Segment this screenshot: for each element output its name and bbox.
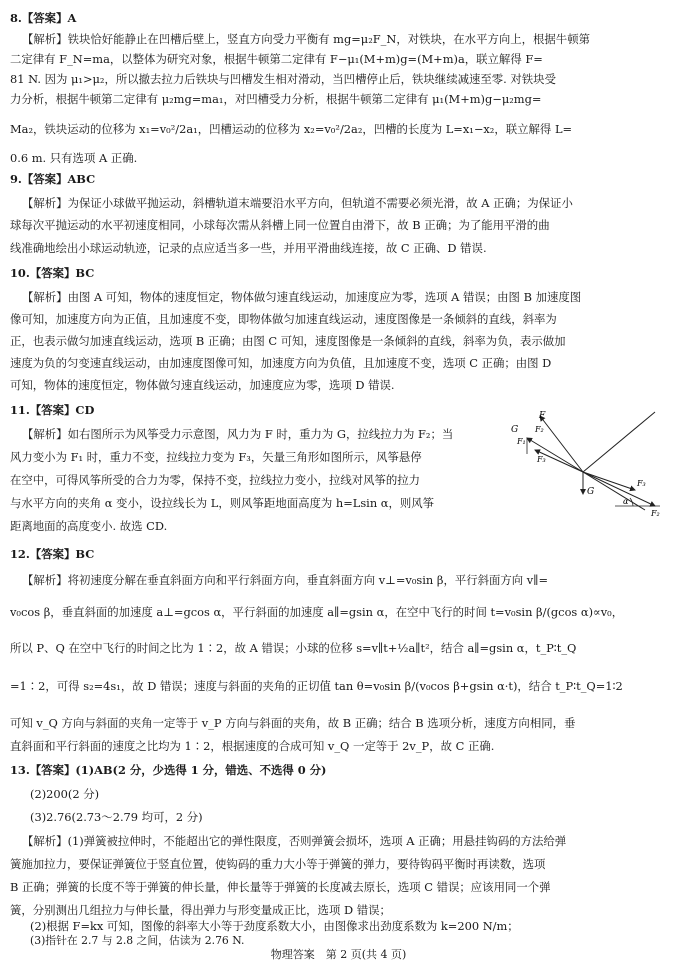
q8-analysis-line: Ma₂，铁块运动的位移为 x₁=v₀²/2a₁，凹槽运动的位移为 x₂=v₀²/2a₂，凹槽的长度为 L=x₁−x₂，联立解得 L= — [10, 122, 573, 136]
label-g: G — [587, 487, 595, 497]
q13-analysis-line: B 正确；弹簧的长度不等于弹簧的伸长量，伸长量等于弹簧的长度减去原长，选项 C 错误；应该用同一个弹 — [10, 880, 551, 894]
q13-answer-part: (2)200(2 分) — [30, 787, 100, 801]
q8-answer: 8.【答案】A — [10, 11, 77, 25]
label-g-small: G — [511, 425, 519, 435]
q8-analysis-line: 力分析，根据牛顿第二定律有 μ₂mg=ma₁，对凹槽受力分析，根据牛顿第二定律有 μ₁(M+m)g−μ₂mg= — [10, 92, 542, 106]
q12-analysis-line: 【解析】将初速度分解在垂直斜面方向和平行斜面方向，垂直斜面方向 v⊥=v₀sin β，平行斜面方向 v∥= — [22, 573, 549, 587]
q11-answer: 11.【答案】CD — [10, 403, 95, 417]
q11-analysis-line: 风力变小为 F₁ 时，重力不变，拉线拉力变为 F₃，矢量三角形如图所示，风筝悬停 — [10, 450, 422, 464]
label-f2: F₂ — [651, 509, 660, 518]
label-f2-small: F₂ — [535, 425, 544, 434]
q12-analysis-line: 直斜面和平行斜面的速度之比均为 1∶2，根据速度的合成可知 v_Q 一定等于 2v_P，故 C 正确. — [10, 739, 495, 753]
q10-analysis-line: 速度为负的匀变速直线运动，由加速度图像可知，加速度方向为负值，且加速度不变，选项 C 正确；由图 D — [10, 356, 552, 370]
label-alpha: α — [623, 497, 629, 506]
q12-analysis-line: 所以 P、Q 在空中飞行的时间之比为 1∶2，故 A 错误；小球的位移 s=v∥t+½a∥t²，结合 a∥=gsin α，t_P∶t_Q — [10, 641, 577, 655]
q10-analysis-line: 可知，物体的速度恒定，物体做匀速直线运动，加速度应为零，选项 D 错误. — [10, 378, 395, 392]
page-footer: 物理答案 第 2 页(共 4 页) — [270, 948, 407, 961]
q11-analysis-line: 在空中，可得风筝所受的合力为零，保持不变，拉线拉力变小，拉线对风筝的拉力 — [10, 473, 421, 487]
q8-analysis-line: 【解析】铁块恰好能静止在凹槽后壁上，竖直方向受力平衡有 mg=μ₂F_N，对铁块，在水平方向上，根据牛顿第 — [22, 32, 590, 46]
q8-analysis-line: 81 N. 因为 μ₁>μ₂，所以撤去拉力后铁块与凹槽发生相对滑动，当凹槽停止后，铁块继续减速至零. 对铁块受 — [10, 72, 556, 86]
q12-analysis-line: v₀cos β，垂直斜面的加速度 a⊥=gcos α，平行斜面的加速度 a∥=gsin α，在空中飞行的时间 t=v₀sin β/(gcos α)∝v₀， — [10, 605, 624, 619]
q12-analysis-line: =1∶2，可得 s₂=4s₁，故 D 错误；速度与斜面的夹角的正切值 tan θ=v₀sin β/(v₀cos β+gsin α·t)，结合 t_P∶t_Q=1∶2 — [10, 679, 623, 693]
kite-force-diagram — [505, 410, 665, 520]
label-f1: F₁ — [517, 437, 526, 446]
q13-analysis-part-3: (3)指针在 2.7 与 2.8 之间，估读为 2.76 N. — [30, 934, 245, 947]
q11-analysis-line: 距离地面的高度变小. 故选 CD. — [10, 519, 168, 533]
q9-analysis-line: 线准确地绘出小球运动轨迹，记录的点应适当多一些，并用平滑曲线连接，故 C 正确、D 错误. — [10, 241, 487, 255]
q12-analysis-line: 可知 v_Q 方向与斜面的夹角一定等于 v_P 方向与斜面的夹角，故 B 正确；结合 B 选项分析，速度方向相同，垂 — [10, 716, 576, 730]
label-f: F — [539, 411, 546, 421]
q9-answer: 9.【答案】ABC — [10, 172, 96, 186]
q11-analysis-line: 与水平方向的夹角 α 变小，设拉线长为 L，则风筝距地面高度为 h=Lsin α，则风筝 — [10, 496, 435, 510]
q12-answer: 12.【答案】BC — [10, 547, 95, 561]
kite-surface-line — [583, 412, 655, 472]
q10-analysis-line: 像可知，加速度方向为正值，且加速度不变，即物体做匀加速直线运动，速度图像是一条倾斜的直线，斜率为 — [10, 312, 557, 326]
q10-analysis-line: 【解析】由图 A 可知，物体的速度恒定，物体做匀速直线运动，加速度应为零，选项 A 错误；由图 B 加速度图 — [22, 290, 582, 304]
q10-analysis-line: 正，也表示做匀加速直线运动，选项 B 正确；由图 C 可知，速度图像是一条倾斜的直线，斜率为负，表示做加 — [10, 334, 566, 348]
q8-analysis-line: 0.6 m. 只有选项 A 正确. — [10, 151, 138, 165]
wind-force-f1-arrow — [527, 438, 583, 472]
label-f3-right: F₃ — [637, 479, 646, 488]
wind-force-f-arrow — [540, 416, 583, 472]
q13-analysis-line: 簧，分别测出几组拉力与伸长量，得出弹力与形变量成正比，选项 D 错误； — [10, 903, 391, 917]
q13-answer: 13.【答案】(1)AB(2 分，少选得 1 分，错选、不选得 0 分) — [10, 763, 327, 777]
q10-answer: 10.【答案】BC — [10, 266, 95, 280]
q13-analysis-part-2: (2)根据 F=kx 可知，图像的斜率大小等于劲度系数大小，由图像求出劲度系数为 k=200 N/m； — [30, 919, 519, 933]
q11-analysis-line: 【解析】如右图所示为风筝受力示意图，风力为 F 时，重力为 G，拉线拉力为 F₂；当 — [22, 427, 454, 441]
q9-analysis-line: 【解析】为保证小球做平抛运动，斜槽轨道末端要沿水平方向，但轨道不需要必须光滑，故 A 正确；为保证小 — [22, 196, 573, 210]
q13-analysis-line: 【解析】(1)弹簧被拉伸时，不能超出它的弹性限度，否则弹簧会损坏，选项 A 正确；用悬挂钩码的方法给弹 — [22, 834, 567, 848]
q13-analysis-line: 簧施加拉力，要保证弹簧位于竖直位置，使钩码的重力大小等于弹簧的弹力，要待钩码平衡时再读数，选项 — [10, 857, 546, 871]
q9-analysis-line: 球每次平抛运动的水平初速度相同，小球每次需从斜槽上同一位置自由滑下，故 B 正确；为了能用平滑的曲 — [10, 218, 550, 232]
label-f3-left: F₃ — [537, 455, 546, 464]
q13-answer-part: (3)2.76(2.73～2.79 均可，2 分) — [30, 810, 203, 824]
q8-analysis-line: 二定律有 F_N=ma，以整体为研究对象，根据牛顿第二定律有 F−μ₁(M+m)g=(M+m)a，联立解得 F= — [10, 52, 543, 66]
